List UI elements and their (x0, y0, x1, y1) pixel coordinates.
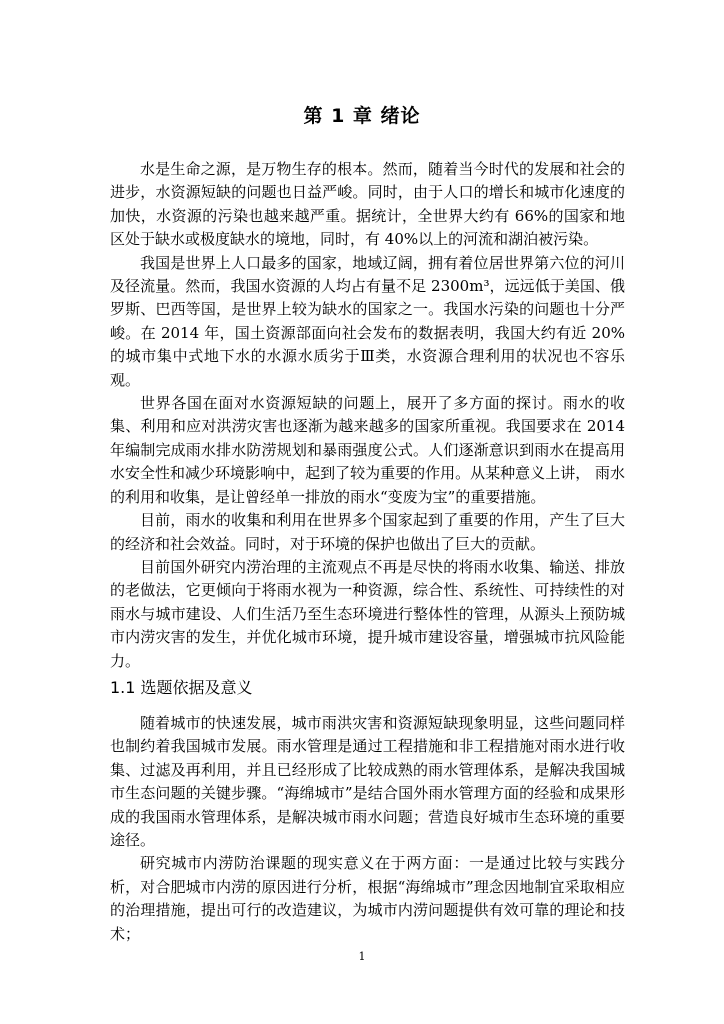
section-heading: 1.1 选题依据及意义 (110, 678, 253, 697)
paragraph: 世界各国在面对水资源短缺的问题上，展开了多方面的探讨。雨水的收集、利用和应对洪涝灾害也逐渐为越来越多的国家所重视。我国要求在 2014 年编制完成雨水排水防涝规划和暴雨强度公式。人们逐渐意识到雨水在提高用水安全性和减少环境影响中，起到了较为重要的作用。从某种意义上讲， 雨水的利用和收集，是让曾经单一排放的雨水“变废为宝”的重要措施。 (110, 394, 625, 506)
chapter-title: 第 1 章 绪论 (303, 105, 421, 127)
paragraph: 水是生命之源，是万物生存的根本。然而，随着当今时代的发展和社会的进步，水资源短缺的问题也日益严峻。同时，由于人口的增长和城市化速度的加快，水资源的污染也越来越严重。据统计，全世界大约有 66%的国家和地区处于缺水或极度缺水的境地，同时，有 40%以上的河流和湖泊被污染。 (110, 160, 625, 249)
paragraph: 我国是世界上人口最多的国家，地域辽阔，拥有着位居世界第六位的河川及径流量。然而，我国水资源的人均占有量不足 2300m³，远远低于美国、俄罗斯、巴西等国，是世界上较为缺水的国家之一。我国水污染的问题也十分严峻。在 2014 年，国土资源部面向社会发布的数据表明，我国大约有近 20%的城市集中式地下水的水源水质劣于Ⅲ类，水资源合理利用的状况也不容乐观。 (110, 253, 625, 389)
paragraph: 目前，雨水的收集和利用在世界多个国家起到了重要的作用，产生了巨大的经济和社会效益。同时，对于环境的保护也做出了巨大的贡献。 (110, 511, 625, 553)
intro-body (110, 158, 625, 673)
paragraph: 研究城市内涝防治课题的现实意义在于两方面：一是通过比较与实践分析，对合肥城市内涝的原因进行分析，根据“海绵城市”理念因地制宜采取相应的治理措施，提出可行的改造建议，为城市内涝问题提供有效可靠的理论和技术； (110, 854, 625, 943)
section-body (110, 712, 625, 946)
paragraph: 目前国外研究内涝治理的主流观点不再是尽快的将雨水收集、输送、排放的老做法，它更倾向于将雨水视为一种资源，综合性、系统性、可持续性的对雨水与城市建设、人们生活乃至生态环境进行整体性的管理，从源头上预防城市内涝灾害的发生，并优化城市环境，提升城市建设容量，增强城市抗风险能力。 (110, 557, 625, 670)
page-number: 1 (358, 950, 366, 963)
paragraph: 随着城市的快速发展，城市雨洪灾害和资源短缺现象明显，这些问题同样也制约着我国城市发展。雨水管理是通过工程措施和非工程措施对雨水进行收集、过滤及再利用，并且已经形成了比较成熟的雨水管理体系，是解决我国城市生态问题的关键步骤。“海绵城市”是结合国外雨水管理方面的经验和成果形成的我国雨水管理体系，是解决城市雨水问题；营造良好城市生态环境的重要途径。 (110, 714, 625, 850)
